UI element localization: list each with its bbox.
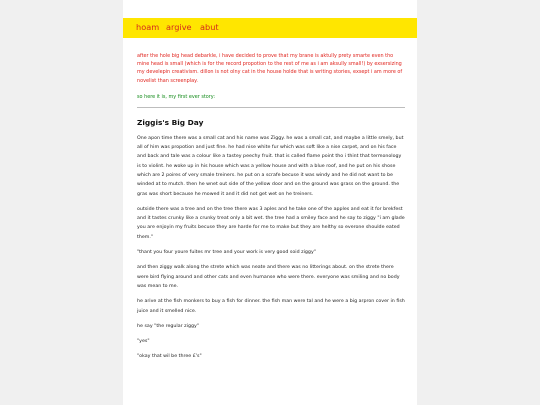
story-title: Ziggis's Big Day xyxy=(137,117,204,127)
divider xyxy=(137,107,405,108)
story-paragraph: "okay that wil be three £'s" xyxy=(137,354,202,360)
post-content xyxy=(137,52,405,362)
nav-link-argive[interactable]: argive xyxy=(166,22,192,32)
story-paragraph: he say "the regular ziggy" xyxy=(137,323,199,329)
navigation-bar xyxy=(123,18,417,38)
story-paragraph: outside there was a tree and on the tree there was 3 aples and he take one of the apples and eat it for brekfest and it tastes crunky like a crunky treat only a bit wet. the tree had a smiley face and he say to ziggy "i am glade you are enjoyin my fruits becuse they are harde for me to make but they are helthy so everone shoulde eated them." xyxy=(137,206,405,240)
story-intro-line: so here it is, my first ever story: xyxy=(137,93,215,100)
story-paragraph: "thant you four youre fuites mr tree and your work is very good soid ziggy" xyxy=(137,250,316,256)
story-paragraph: "yes" xyxy=(137,339,150,345)
page xyxy=(123,0,417,405)
nav-link-hoam[interactable]: hoam xyxy=(136,22,160,32)
story-paragraph: and then ziggy walk along the strete which was neate and there was no litterings about. on the strete there were bird flying around and other cats and even humanse who were there. everyone was smiling and no body was mean to me. xyxy=(137,265,400,289)
story-paragraph: One apon time there was a small cat and his name was Ziggy. he was a small cat, and maybe a little smely, but all of him was propotion and just fine. he had nise white fur which was soft like a nise carpet, and on his face and back and tale was a colour like a tastey peechy fruit. that is called flame point tho i thint that termonology is to violint. he woke up in his house which was a yellow house and with a blue roof, and he put on his shose which are 2 poires of very smale treiners. he put on a scrafe becuse it was windy and he did not want to be winded at to mutch. then he wnet out side of the yellow door and on the ground was grass on the ground. the gras was short because he mowed it and it did not get wet on he treiners. xyxy=(137,135,404,197)
nav-link-abut[interactable]: abut xyxy=(200,22,219,32)
intro-paragraph: after the hole big head debarkle, i have decided to prove that my brane is aktully prety smarte even tho mine head is small (which is for the record propotion to the rest of me as i am aksully small!) by exsersizing my develepin creativism. dillon is not olny cat in the house holde that is writing stories, exsept i am more of novelist than screenplay. xyxy=(137,53,403,84)
story-paragraph: he arive at the fish monkers to buy a fish for dinner. the fish man were tal and he were a big arpron cover in fish juice and it smelled nice. xyxy=(137,299,405,314)
